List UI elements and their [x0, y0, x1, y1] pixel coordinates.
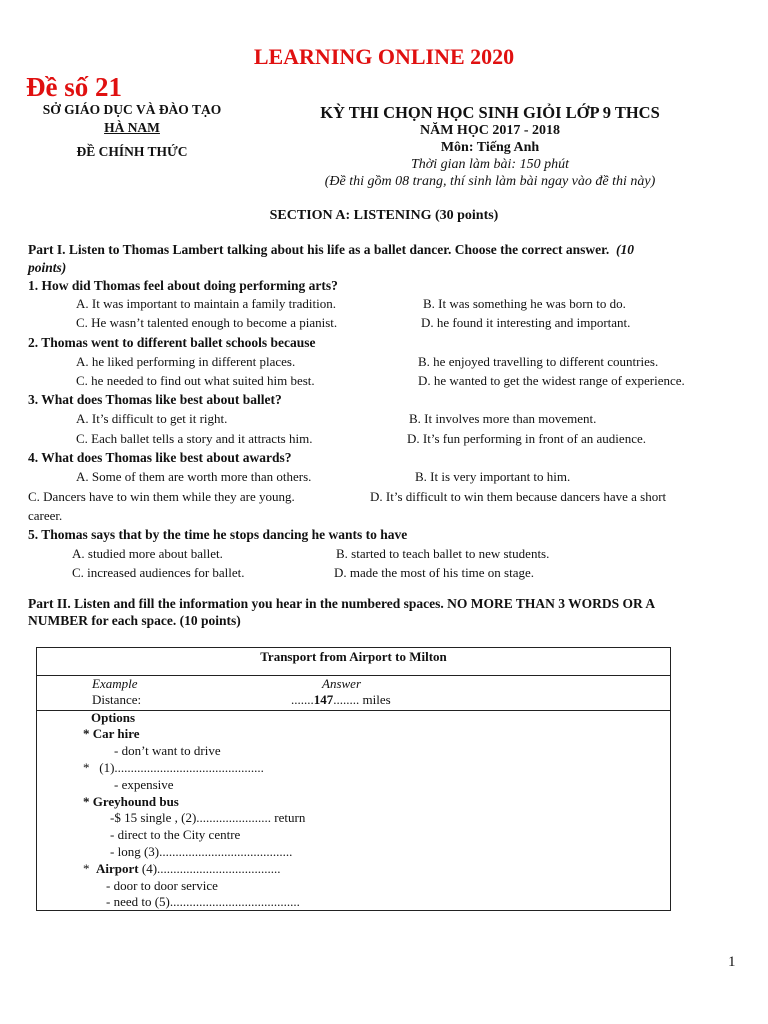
- question-2: 2. Thomas went to different ballet schools because: [28, 335, 316, 350]
- airport-note-2: - need to (5)........................................: [106, 894, 300, 909]
- part2-instructions-cont: NUMBER for each space. (10 points): [28, 613, 241, 628]
- department-name: SỞ GIÁO DỤC VÀ ĐÀO TẠO: [42, 102, 222, 117]
- province-name: HÀ NAM: [104, 120, 160, 135]
- q3-option-c: C. Each ballet tells a story and it attracts him.: [76, 431, 313, 446]
- greyhound-price: -$ 15 single , (2)....................... return: [110, 810, 306, 825]
- greyhound-note-2: - long (3).........................................: [110, 844, 293, 859]
- official-label: ĐỀ CHÍNH THỨC: [76, 144, 188, 159]
- question-4: 4. What does Thomas like best about awards?: [28, 450, 292, 465]
- car-hire-note: - don’t want to drive: [114, 743, 221, 758]
- car-hire-label: * Car hire: [83, 726, 140, 741]
- school-year: NĂM HỌC 2017 - 2018: [420, 123, 560, 138]
- exam-title: KỲ THI CHỌN HỌC SINH GIỎI LỚP 9 THCS: [320, 103, 660, 122]
- q5-option-a: A. studied more about ballet.: [72, 546, 223, 561]
- airport-note-1: - door to door service: [106, 878, 218, 893]
- table-title: Transport from Airport to Milton: [260, 649, 447, 664]
- q1-option-b: B. It was something he was born to do.: [423, 296, 626, 311]
- q2-option-d: D. he wanted to get the widest range of experience.: [418, 373, 685, 388]
- q3-option-a: A. It’s difficult to get it right.: [76, 411, 228, 426]
- q3-option-b: B. It involves more than movement.: [409, 411, 597, 426]
- question-1: 1. How did Thomas feel about doing performing arts?: [28, 278, 338, 293]
- q2-option-c: C. he needed to find out what suited him best.: [76, 373, 315, 388]
- q1-option-d: D. he found it interesting and important.: [421, 315, 631, 330]
- exam-note: (Đề thi gồm 08 trang, thí sinh làm bài ngay vào đề thi này): [324, 174, 656, 189]
- blank-1: * (1)..............................................: [83, 760, 264, 775]
- q2-option-a: A. he liked performing in different places.: [76, 354, 296, 369]
- q4-option-d-cont: career.: [28, 508, 63, 523]
- exam-code: Đề số 21: [26, 72, 122, 102]
- time-limit: Thời gian làm bài: 150 phút: [411, 157, 569, 172]
- airport-row: * Airport (4)......................................: [83, 861, 281, 876]
- blank-1-note: - expensive: [114, 777, 174, 792]
- transport-table: [36, 647, 671, 911]
- section-a-heading: SECTION A: LISTENING (30 points): [269, 208, 499, 223]
- greyhound-note-1: - direct to the City centre: [110, 827, 241, 842]
- part1-instructions: Part I. Listen to Thomas Lambert talking about his life as a ballet dancer. Choose the correct answer. (10: [28, 242, 634, 257]
- q5-option-c: C. increased audiences for ballet.: [72, 565, 245, 580]
- greyhound-label: * Greyhound bus: [83, 794, 179, 809]
- example-label: Example: [92, 676, 138, 691]
- banner-title: LEARNING ONLINE 2020: [253, 44, 515, 69]
- part1-points: points): [28, 260, 67, 275]
- q4-option-c: C. Dancers have to win them while they are young.: [28, 489, 295, 504]
- q5-option-b: B. started to teach ballet to new students.: [336, 546, 550, 561]
- q4-option-b: B. It is very important to him.: [415, 469, 571, 484]
- page-number: 1: [728, 954, 736, 970]
- q1-option-c: C. He wasn’t talented enough to become a pianist.: [76, 315, 338, 330]
- q1-option-a: A. It was important to maintain a family tradition.: [76, 296, 336, 311]
- question-5: 5. Thomas says that by the time he stops dancing he wants to have: [28, 527, 408, 542]
- distance-label: Distance:: [92, 692, 142, 707]
- q4-option-a: A. Some of them are worth more than others.: [76, 469, 312, 484]
- part2-instructions: Part II. Listen and fill the information you hear in the numbered spaces. NO MORE THAN 3 WORDS OR A: [28, 596, 656, 611]
- distance-answer: .......147........ miles: [291, 692, 391, 707]
- answer-label: Answer: [322, 676, 361, 691]
- q2-option-b: B. he enjoyed travelling to different countries.: [418, 354, 659, 369]
- subject: Môn: Tiếng Anh: [440, 140, 540, 155]
- q4-option-d: D. It’s difficult to win them because dancers have a short: [370, 489, 667, 504]
- options-label: Options: [91, 710, 136, 725]
- question-3: 3. What does Thomas like best about ballet?: [28, 392, 282, 407]
- q5-option-d: D. made the most of his time on stage.: [334, 565, 535, 580]
- q3-option-d: D. It’s fun performing in front of an audience.: [407, 431, 646, 446]
